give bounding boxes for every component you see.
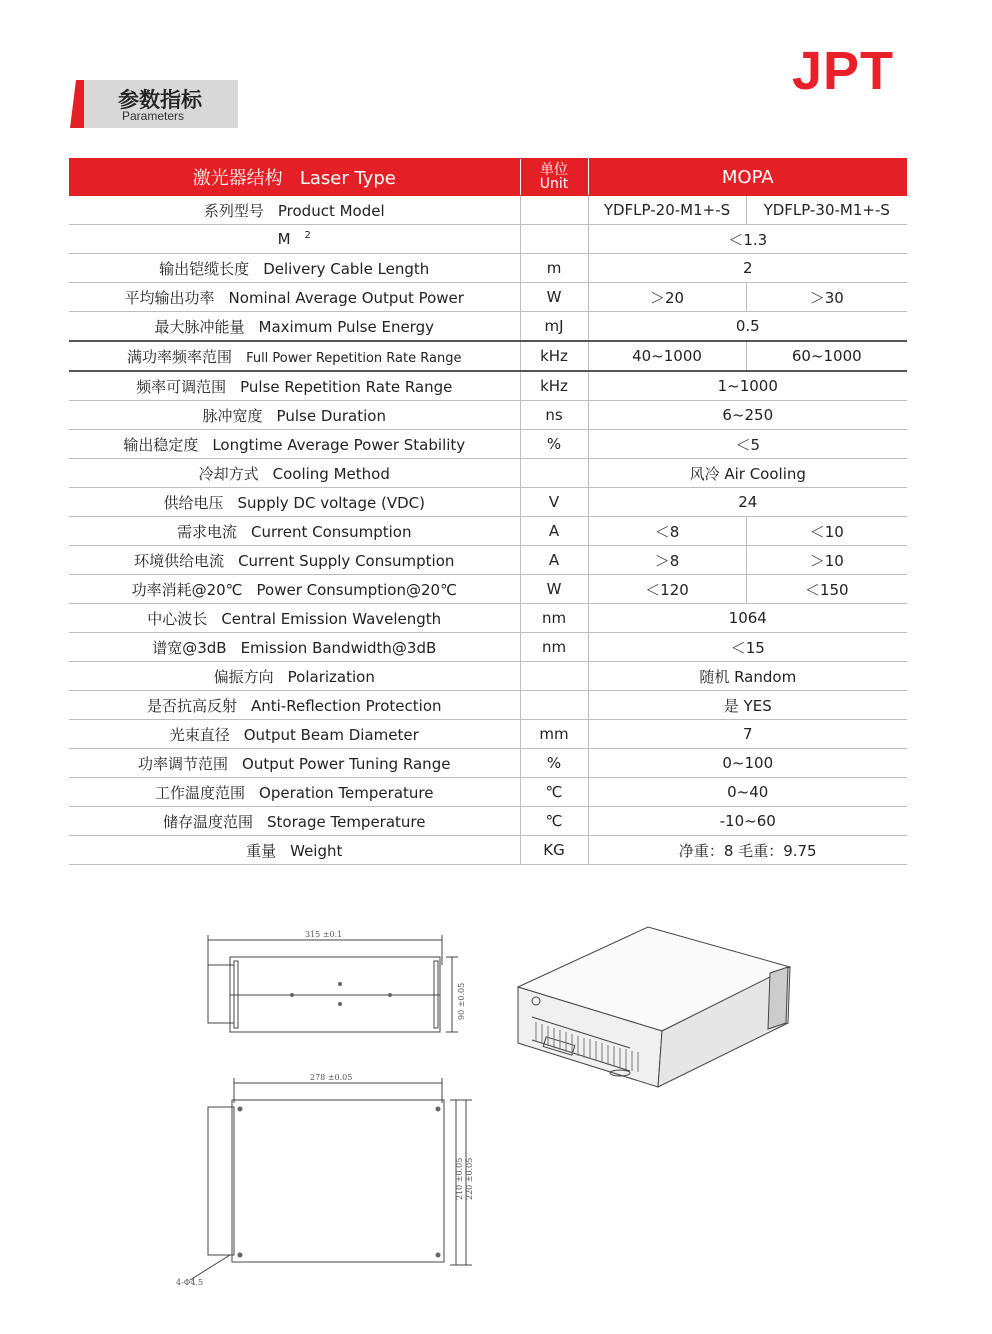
- value-cell-model-30: 60~1000: [746, 341, 907, 371]
- dim-depth-2: 220 ±0.05: [465, 1157, 474, 1200]
- param-cell: [69, 691, 520, 720]
- table-row: [69, 836, 907, 865]
- unit-cell: ℃: [520, 778, 588, 807]
- param-cell: [69, 662, 520, 691]
- table-row: [69, 662, 907, 691]
- value-cell: 净重：8 毛重：9.75: [588, 836, 907, 865]
- value-cell: ＜15: [588, 633, 907, 662]
- header-unit: [520, 159, 588, 196]
- table-row: [69, 283, 907, 312]
- param-en: Pulse Duration: [276, 406, 386, 425]
- table-header-row: [69, 159, 907, 196]
- table-row: [69, 720, 907, 749]
- unit-cell: ℃: [520, 807, 588, 836]
- param-cell: [69, 401, 520, 430]
- table-row: [69, 633, 907, 662]
- value-cell: -10~60: [588, 807, 907, 836]
- value-cell: 0~40: [588, 778, 907, 807]
- value-cell: 0.5: [588, 312, 907, 342]
- param-cell: [69, 488, 520, 517]
- param-en: Anti-Reflection Protection: [250, 696, 442, 715]
- dim-depth-1: 210 ±0.05: [455, 1157, 464, 1200]
- unit-cell: W: [520, 283, 588, 312]
- unit-cell: ns: [520, 401, 588, 430]
- param-cn: 谱宽@3dB: [152, 638, 227, 657]
- param-cn: 工作温度范围: [155, 783, 246, 802]
- value-cell-model-30: ＜150: [746, 575, 907, 604]
- unit-cell: %: [520, 430, 588, 459]
- param-en: Polarization: [287, 667, 375, 686]
- dim-height-side: 90 ±0.05: [457, 982, 466, 1020]
- param-en: Delivery Cable Length: [263, 259, 430, 278]
- value-cell: 1~1000: [588, 371, 907, 401]
- param-cn: 频率可调范围: [136, 377, 227, 396]
- header-param-cn: 激光器结构: [192, 168, 283, 189]
- dim-hole: 4-Φ4.5: [176, 1278, 204, 1287]
- param-en: Operation Temperature: [259, 783, 434, 802]
- param-cell: [69, 836, 520, 865]
- table-row: [69, 517, 907, 546]
- unit-cell: m: [520, 254, 588, 283]
- value-cell-model-20: ＞20: [588, 283, 746, 312]
- param-en: Output Beam Diameter: [243, 725, 419, 744]
- param-en: Output Power Tuning Range: [242, 754, 451, 773]
- unit-cell: [520, 662, 588, 691]
- value-cell: 1064: [588, 604, 907, 633]
- param-en: Emission Bandwidth@3dB: [240, 638, 437, 657]
- unit-cell: A: [520, 546, 588, 575]
- param-en: Cooling Method: [272, 464, 390, 483]
- param-superscript: 2: [304, 230, 311, 241]
- param-cn: 偏振方向: [213, 667, 274, 686]
- dimension-drawing: [176, 925, 810, 1295]
- param-cell: [69, 283, 520, 312]
- param-cell: [69, 312, 520, 342]
- unit-cell: kHz: [520, 371, 588, 401]
- param-en: Maximum Pulse Energy: [258, 317, 434, 336]
- param-cell: [69, 749, 520, 778]
- unit-cell: mm: [520, 720, 588, 749]
- table-row: [69, 225, 907, 254]
- value-cell: 7: [588, 720, 907, 749]
- value-cell-model-20: ＞8: [588, 546, 746, 575]
- section-title-en: Parameters: [122, 109, 185, 123]
- unit-cell: [520, 196, 588, 225]
- value-cell: 是 YES: [588, 691, 907, 720]
- table-row: [69, 312, 907, 342]
- dim-width-top: 315 ±0.1: [305, 930, 343, 939]
- header-laser-type: [69, 159, 520, 196]
- parameters-table: [69, 158, 907, 865]
- param-cell: [69, 778, 520, 807]
- param-cn: 最大脉冲能量: [154, 317, 245, 336]
- param-cn: 输出稳定度: [123, 435, 199, 454]
- param-cn: 功率调节范围: [138, 754, 229, 773]
- section-title-cn: 参数指标: [118, 88, 202, 112]
- param-cn: 重量: [246, 841, 277, 860]
- param-cell: [69, 633, 520, 662]
- table-row: [69, 691, 907, 720]
- brand-logo: JPT: [792, 41, 895, 101]
- unit-cell: V: [520, 488, 588, 517]
- header-unit-en: Unit: [539, 176, 569, 192]
- unit-cell: [520, 225, 588, 254]
- param-cell: [69, 575, 520, 604]
- param-cell: [69, 807, 520, 836]
- unit-cell: nm: [520, 604, 588, 633]
- header-value: MOPA: [588, 159, 907, 196]
- value-cell-model-20: ＜120: [588, 575, 746, 604]
- value-cell: 24: [588, 488, 907, 517]
- param-en: Product Model: [277, 201, 385, 220]
- table-row: [69, 430, 907, 459]
- unit-cell: W: [520, 575, 588, 604]
- table-row: [69, 807, 907, 836]
- table-row: [69, 575, 907, 604]
- table-row: [69, 488, 907, 517]
- param-cn: 供给电压: [163, 493, 224, 512]
- unit-cell: KG: [520, 836, 588, 865]
- value-cell: ＜1.3: [588, 225, 907, 254]
- param-en: Longtime Average Power Stability: [212, 435, 466, 454]
- table-body: [69, 196, 907, 865]
- param-cell: [69, 604, 520, 633]
- table-row: [69, 778, 907, 807]
- value-cell-model-30: ＞10: [746, 546, 907, 575]
- unit-cell: [520, 691, 588, 720]
- param-en: Full Power Repetition Rate Range: [246, 350, 462, 366]
- param-cn: 环境供给电流: [134, 551, 225, 570]
- table-row: [69, 749, 907, 778]
- value-cell: 2: [588, 254, 907, 283]
- param-cell: [69, 254, 520, 283]
- param-cn: 满功率频率范围: [127, 347, 233, 366]
- table-row: [69, 604, 907, 633]
- param-en: Nominal Average Output Power: [228, 288, 464, 307]
- value-cell: 风冷 Air Cooling: [588, 459, 907, 488]
- param-en: Storage Temperature: [267, 812, 426, 831]
- param-cn: 输出铠缆长度: [159, 259, 250, 278]
- table-row: [69, 341, 907, 371]
- param-en: Current Supply Consumption: [238, 551, 455, 570]
- param-cell: [69, 546, 520, 575]
- table-row: [69, 254, 907, 283]
- param-cell: [69, 430, 520, 459]
- param-cell: [69, 517, 520, 546]
- param-cell: [69, 341, 520, 371]
- param-en: Weight: [290, 841, 343, 860]
- param-cell: [69, 196, 520, 225]
- unit-cell: %: [520, 749, 588, 778]
- value-cell-model-20: 40~1000: [588, 341, 746, 371]
- param-cn: 脉冲宽度: [202, 406, 263, 425]
- param-cn: 储存温度范围: [163, 812, 254, 831]
- param-cell: [69, 720, 520, 749]
- param-cell: [69, 371, 520, 401]
- value-cell: 6~250: [588, 401, 907, 430]
- param-cn: 平均输出功率: [124, 288, 215, 307]
- param-en: Central Emission Wavelength: [221, 609, 442, 628]
- table-row: [69, 546, 907, 575]
- param-cn: 是否抗高反射: [146, 696, 237, 715]
- table-row: [69, 196, 907, 225]
- param-cn: 系列型号: [203, 201, 264, 220]
- param-cn: 光束直径: [169, 725, 230, 744]
- header-unit-cn: 单位: [540, 162, 568, 178]
- value-cell-model-20: ＜8: [588, 517, 746, 546]
- param-en: Pulse Repetition Rate Range: [240, 377, 453, 396]
- param-cell: [69, 459, 520, 488]
- unit-cell: nm: [520, 633, 588, 662]
- table-row: [69, 371, 907, 401]
- value-cell: 0~100: [588, 749, 907, 778]
- table-row: [69, 459, 907, 488]
- param-cn: 需求电流: [177, 522, 238, 541]
- value-cell: 随机 Random: [588, 662, 907, 691]
- header-param-en: Laser Type: [299, 168, 396, 189]
- param-cell: [69, 225, 520, 254]
- unit-cell: mJ: [520, 312, 588, 342]
- value-cell-model-20: YDFLP-20-M1+-S: [588, 196, 746, 225]
- param-en: Power Consumption@20℃: [256, 580, 457, 599]
- value-cell-model-30: YDFLP-30-M1+-S: [746, 196, 907, 225]
- unit-cell: [520, 459, 588, 488]
- value-cell-model-30: ＜10: [746, 517, 907, 546]
- param-en: Supply DC voltage (VDC): [237, 493, 425, 512]
- param-cn: 中心波长: [147, 609, 208, 628]
- param-en: Current Consumption: [251, 522, 412, 541]
- section-header: [70, 80, 240, 128]
- param-cn: 冷却方式: [198, 464, 259, 483]
- param-cn: M: [277, 230, 291, 248]
- product-drawings: [176, 925, 810, 1295]
- unit-cell: A: [520, 517, 588, 546]
- param-cn: 功率消耗@20℃: [131, 580, 243, 599]
- value-cell: ＜5: [588, 430, 907, 459]
- unit-cell: kHz: [520, 341, 588, 371]
- table-row: [69, 401, 907, 430]
- value-cell-model-30: ＞30: [746, 283, 907, 312]
- dim-width-bottom: 278 ±0.05: [310, 1073, 353, 1082]
